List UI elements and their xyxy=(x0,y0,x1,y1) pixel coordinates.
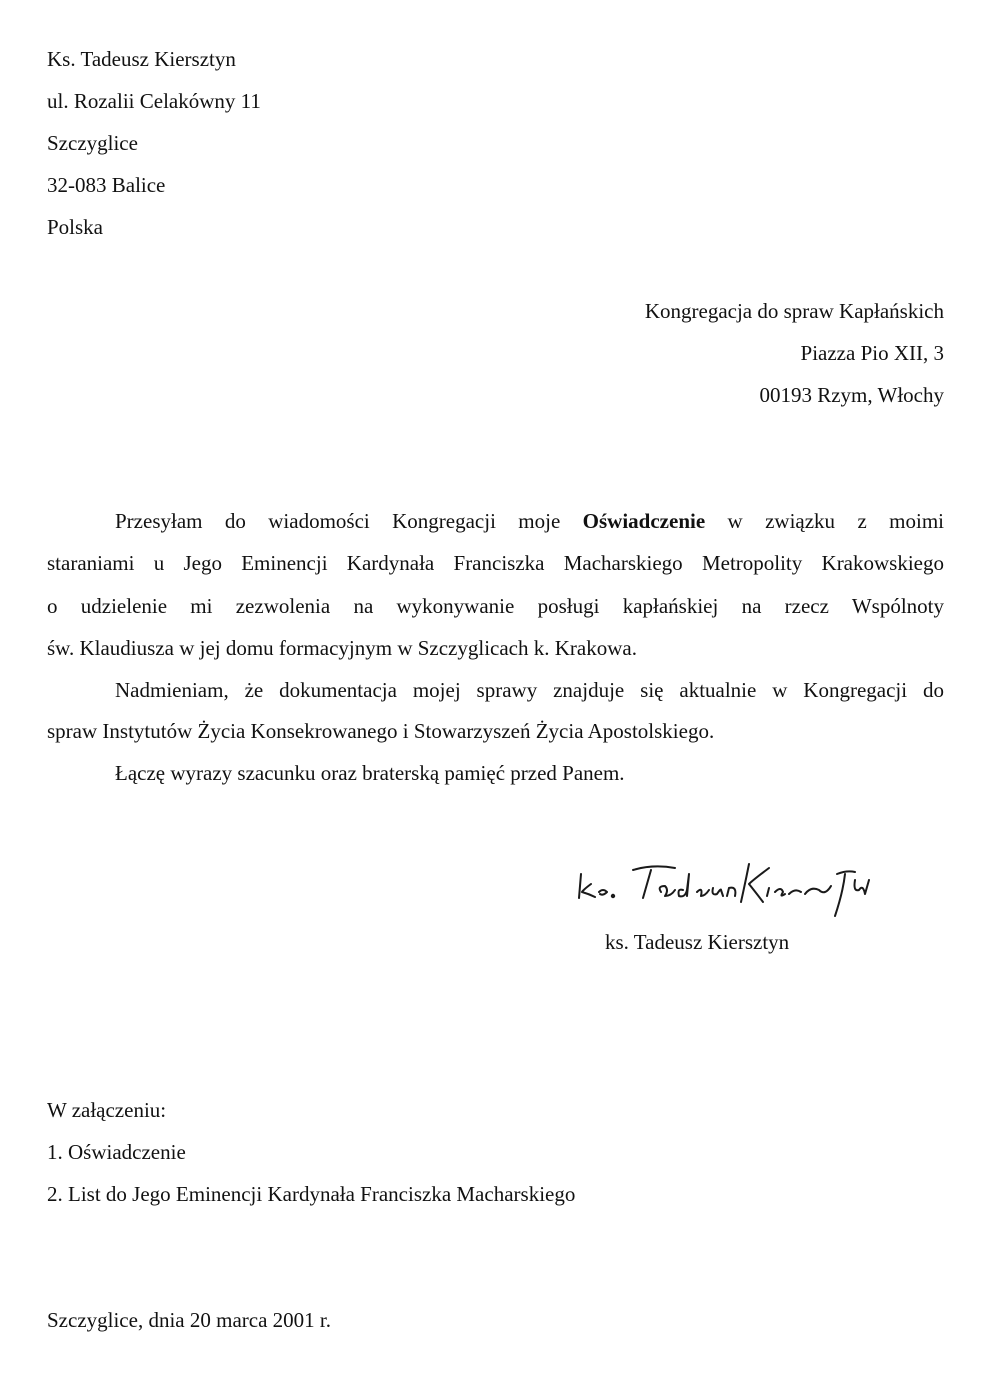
recipient-city: 00193 Rzym, Włochy xyxy=(759,383,944,407)
paragraph-2-line-1: Nadmieniam, że dokumentacja mojej sprawy znajduje się aktualnie w Kongregacji do xyxy=(115,678,944,702)
paragraph-1-line-3: o udzielenie mi zezwolenia na wykonywanie posługi kapłańskiej na rzecz Wspólnoty xyxy=(47,594,944,618)
attachment-item-2: 2. List do Jego Eminencji Kardynała Franciszka Macharskiego xyxy=(47,1182,576,1206)
paragraph-1-text-start: Przesyłam do wiadomości Kongregacji moje xyxy=(115,509,583,533)
paragraph-1-line-1 xyxy=(115,511,944,532)
statement-bold-word: Oświadczenie xyxy=(582,509,706,533)
printed-signature-name: ks. Tadeusz Kiersztyn xyxy=(605,930,790,954)
recipient-street: Piazza Pio XII, 3 xyxy=(800,341,944,365)
sender-street: ul. Rozalii Celakówny 11 xyxy=(47,89,261,113)
attachments-heading: W załączeniu: xyxy=(47,1098,167,1122)
date-line: Szczyglice, dnia 20 marca 2001 r. xyxy=(47,1308,331,1332)
paragraph-2-line-2: spraw Instytutów Życia Konsekrowanego i Stowarzyszeń Życia Apostolskiego. xyxy=(47,719,715,743)
attachment-item-1: 1. Oświadczenie xyxy=(47,1140,186,1164)
handwritten-signature xyxy=(573,850,883,920)
paragraph-1-line-2: staraniami u Jego Eminencji Kardynała Franciszka Macharskiego Metropolity Krakowskiego xyxy=(47,551,944,575)
sender-country: Polska xyxy=(47,215,104,239)
sender-postal: 32-083 Balice xyxy=(47,173,166,197)
paragraph-1-text-end: w związku z moimi xyxy=(705,509,944,533)
recipient-name: Kongregacja do spraw Kapłańskich xyxy=(644,299,944,323)
sender-town: Szczyglice xyxy=(47,131,138,155)
sender-name: Ks. Tadeusz Kiersztyn xyxy=(47,47,236,71)
paragraph-3-line-1: Łączę wyrazy szacunku oraz braterską pamięć przed Panem. xyxy=(115,761,625,785)
paragraph-1-line-4: św. Klaudiusza w jej domu formacyjnym w Szczyglicach k. Krakowa. xyxy=(47,636,637,660)
